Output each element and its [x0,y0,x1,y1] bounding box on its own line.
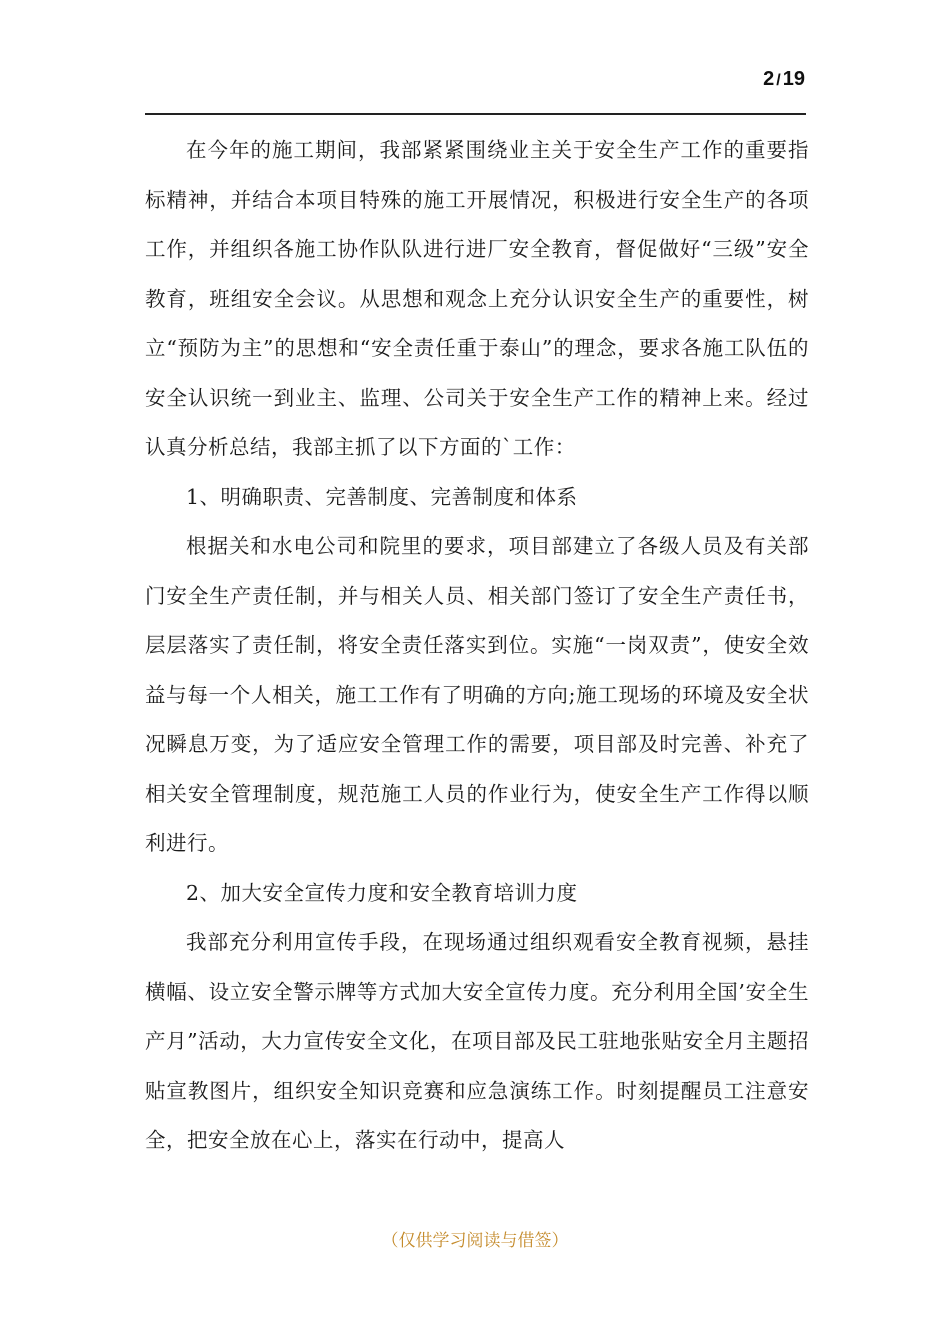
section-heading-1: 1、明确职责、完善制度、完善制度和体系 [186,484,578,509]
page-current: 2 [763,68,775,90]
document-body [145,126,809,1166]
page-total: 19 [782,68,805,90]
header-divider [145,113,806,115]
page-number [763,68,805,91]
paragraph-section-1: 根据关和水电公司和院里的要求，项目部建立了各级人员及有关部门安全生产责任制，并与相关人员、相关部门签订了安全生产责任书，层层落实了责任制，将安全责任落实到位。实施“一岗双责”，使安全效益与每一个人相关，施工工作有了明确的方向;施工现场的环境及安全状况瞬息万变，为了适应安全管理工作的需要，项目部及时完善、补充了相关安全管理制度，规范施工人员的作业行为，使安全生产工作得以顺利进行。 [145,534,809,855]
footer-note: （仅供学习阅读与借签） [381,1231,569,1251]
paragraph-intro: 在今年的施工期间，我部紧紧围绕业主关于安全生产工作的重要指标精神，并结合本项目特殊的施工开展情况，积极进行安全生产的各项工作，并组织各施工协作队队进行进厂安全教育，督促做好“三级”安全教育，班组安全会议。从思想和观念上充分认识安全生产的重要性，树立“预防为主”的思想和“安全责任重于泰山”的理念，要求各施工队伍的安全认识统一到业主、监理、公司关于安全生产工作的精神上来。经过认真分析总结，我部主抓了以下方面的`工作： [145,138,809,459]
paragraph-section-2: 我部充分利用宣传手段，在现场通过组织观看安全教育视频，悬挂横幅、设立安全警示牌等方式加大安全宣传力度。充分利用全国’安全生产月”活动，大力宣传安全文化，在项目部及民工驻地张贴安全月主题招贴宣教图片，组织安全知识竞赛和应急演练工作。时刻提醒员工注意安全，把安全放在心上，落实在行动中，提高人 [145,930,809,1152]
section-heading-2: 2、加大安全宣传力度和安全教育培训力度 [186,880,578,905]
page-separator: / [776,72,781,89]
